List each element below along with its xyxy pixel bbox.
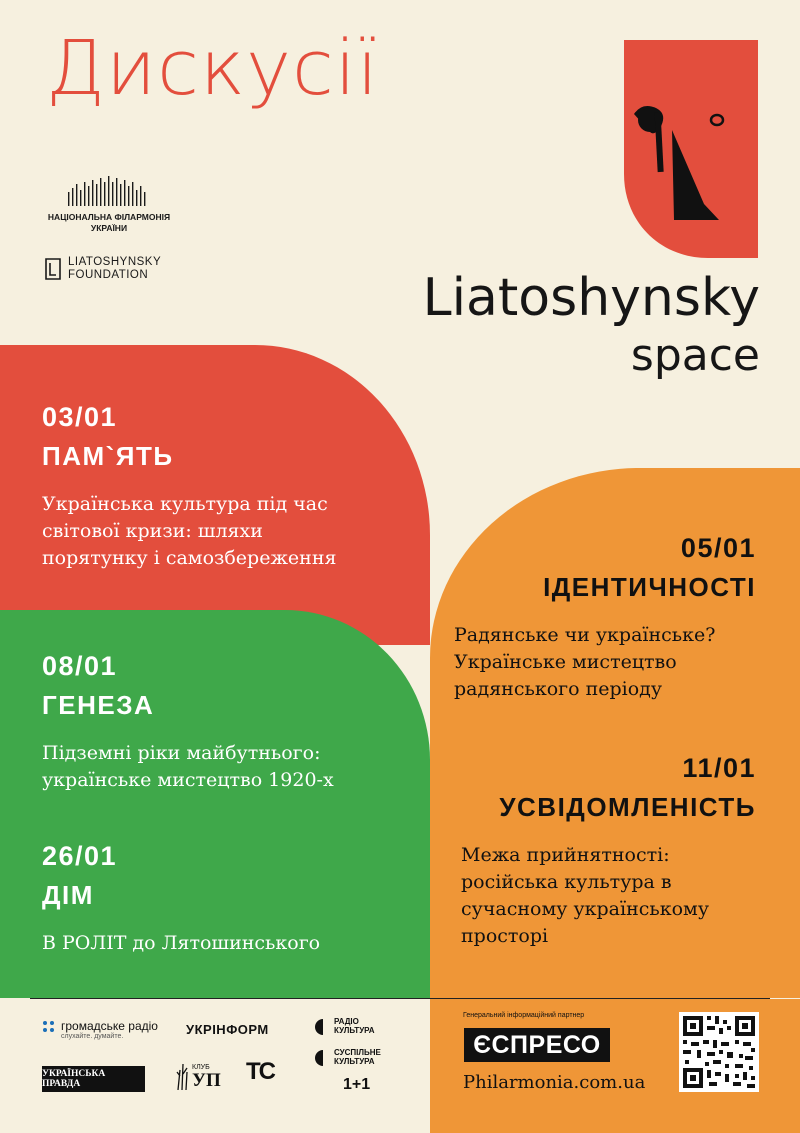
qr-code[interactable] xyxy=(679,1012,759,1092)
event-theme: ГЕНЕЗА xyxy=(42,690,155,720)
event-card xyxy=(440,755,756,820)
description-line: українське мистецтво 1920-х xyxy=(42,768,334,791)
description-line: світової кризи: шляхи xyxy=(42,519,263,542)
radio-kultura-line2: КУЛЬТУРА xyxy=(334,1026,375,1035)
poster-title: Дискусії xyxy=(46,23,379,112)
qr-code-icon xyxy=(679,1012,759,1092)
event-description xyxy=(42,740,422,794)
description-line: Межа прийнятності: xyxy=(461,844,670,866)
klub-label: КЛУБ xyxy=(192,1064,210,1071)
description-line: радянського періоду xyxy=(454,677,663,700)
radio-kultura-line1: РАДІО xyxy=(334,1017,359,1027)
hromadske-tagline: слухайте. думайте. xyxy=(61,1033,124,1041)
suspilne-line2: КУЛЬТУРА xyxy=(334,1057,375,1066)
description-line: російська культура в xyxy=(461,870,672,893)
up-label: УП xyxy=(192,1070,221,1091)
event-date: 11/01 xyxy=(682,753,756,783)
description-line: Українське мистецтво xyxy=(454,650,677,673)
face-mask-icon xyxy=(624,40,758,258)
event-card xyxy=(42,404,422,572)
filarmonia-country: УКРАЇНИ xyxy=(90,223,128,234)
hromadske-radio-logo xyxy=(42,1020,158,1042)
brand-subtitle: space xyxy=(630,330,760,381)
description-line: порятунку і самозбереження xyxy=(42,546,337,569)
event-theme: ДІМ xyxy=(42,880,94,910)
foundation-name: LIATOSHYNSKY xyxy=(68,256,162,268)
event-date: 26/01 xyxy=(42,841,118,871)
event-theme: УСВІДОМЛЕНІСТЬ xyxy=(499,792,756,822)
grass-icon xyxy=(176,1062,190,1090)
description-line: Підземні ріки майбутнього: xyxy=(42,742,321,764)
description-line: сучасному українському xyxy=(461,897,709,920)
ukrinform-logo: УКРІНФОРМ xyxy=(186,1022,269,1037)
event-card xyxy=(42,843,422,957)
liatoshynsky-foundation-logo xyxy=(44,256,161,282)
description-line: В РОЛІТ до Лятошинського xyxy=(42,932,321,954)
organ-pipes-icon xyxy=(44,174,174,208)
suspilne-line1: СУСПІЛЬНЕ xyxy=(334,1048,381,1058)
description-line: просторі xyxy=(461,924,549,947)
circle-half-icon xyxy=(315,1049,329,1067)
brand-wordmark: Liatoshynsky xyxy=(422,268,760,328)
radio-dots-icon xyxy=(42,1020,56,1034)
description-line: Радянське чи українське? xyxy=(454,624,716,646)
event-date: 08/01 xyxy=(42,651,118,681)
info-partner-label: Генеральний інформаційний партнер xyxy=(463,1012,585,1019)
event-description xyxy=(461,842,781,950)
event-description xyxy=(42,491,422,572)
event-theme: ПАМ`ЯТЬ xyxy=(42,441,174,471)
filarmonia-name: НАЦІОНАЛЬНА ФІЛАРМОНІЯ xyxy=(47,212,171,222)
event-date: 03/01 xyxy=(42,402,118,432)
one-plus-one-logo: 1+1 xyxy=(343,1076,371,1093)
event-description xyxy=(454,622,774,703)
event-card xyxy=(42,653,422,794)
description-line: Українська культура під час xyxy=(42,493,328,515)
event-card xyxy=(440,535,756,600)
radio-kultura-logo xyxy=(315,1018,375,1036)
event-date: 05/01 xyxy=(680,533,756,563)
footer-divider xyxy=(30,998,770,999)
hromadske-name: громадське радіо xyxy=(61,1019,158,1033)
filarmonia-logo xyxy=(44,174,174,235)
circle-half-icon xyxy=(315,1018,329,1036)
foundation-bracket-icon xyxy=(44,257,62,281)
event-description xyxy=(42,930,422,957)
event-theme: ІДЕНТИЧНОСТІ xyxy=(543,572,756,602)
espreso-logo: ЄСПРЕСО xyxy=(464,1028,610,1062)
suspilne-kultura-logo xyxy=(315,1049,381,1067)
ts-logo: TC xyxy=(246,1058,274,1085)
website-link[interactable]: Philarmonia.com.ua xyxy=(463,1072,646,1093)
foundation-label: FOUNDATION xyxy=(68,269,149,282)
klub-up-logo xyxy=(176,1062,221,1090)
ukrainska-pravda-logo: УКРАЇНСЬКА ПРАВДА xyxy=(42,1066,145,1092)
